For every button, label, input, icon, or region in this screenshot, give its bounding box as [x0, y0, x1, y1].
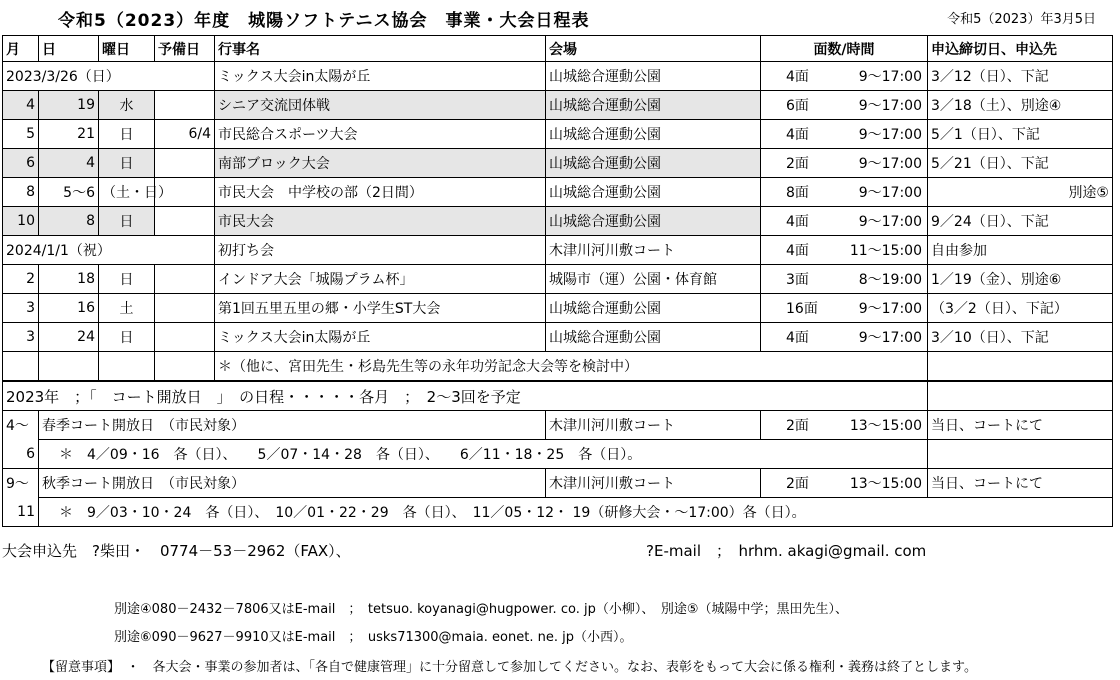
- row-venue: 山城総合運動公園: [546, 323, 761, 352]
- spring-month: 4～: [3, 411, 39, 440]
- table-row: [3, 178, 1113, 207]
- row-deadline: （3／2（日）、下記）: [928, 294, 1113, 323]
- row-deadline: 9／24（日）、下記: [928, 207, 1113, 236]
- spring-detail: ＊ 4／09・16 各（日）、 5／07・14・28 各（日）、 6／11・18・25 各（日）。: [39, 440, 928, 469]
- row-deadline: 自由参加: [928, 236, 1113, 265]
- row-courts: 6面: [786, 98, 809, 114]
- row-venue: 山城総合運動公園: [546, 178, 761, 207]
- row-courts-time: [761, 207, 928, 236]
- apply-email: ?E-mail ； hrhm. akagi@gmail. com: [646, 542, 927, 560]
- other-note-row: [3, 352, 1113, 382]
- row-deadline: 別途⑤: [928, 178, 1113, 207]
- row-time: 9～17:00: [858, 127, 922, 143]
- spring-courts-time: [761, 411, 928, 440]
- row-event: 南部ブロック大会: [215, 149, 546, 178]
- row-venue: 山城総合運動公園: [546, 207, 761, 236]
- row-spare: [155, 323, 215, 352]
- row-time: 9～17:00: [858, 214, 922, 230]
- row-date: 2024/1/1（祝）: [3, 236, 215, 265]
- row-venue: 山城総合運動公園: [546, 149, 761, 178]
- row-deadline: 5／1（日）、下記: [928, 120, 1113, 149]
- row-courts-time: [761, 294, 928, 323]
- spring-deadline: 当日、コートにて: [928, 411, 1113, 440]
- row-time: 9～17:00: [858, 301, 922, 317]
- apply-info: [2, 540, 927, 561]
- table-row: [3, 323, 1113, 352]
- row-event: 第1回五里五里の郷・小学生ST大会: [215, 294, 546, 323]
- row-courts: 2面: [786, 156, 809, 172]
- row-courts-time: [761, 178, 928, 207]
- row-event: 初打ち会: [215, 236, 546, 265]
- table-row: [3, 207, 1113, 236]
- row-deadline: 3／12（日）、下記: [928, 62, 1113, 91]
- table-row: [3, 62, 1113, 91]
- header-deadline: 申込締切日、申込先: [928, 36, 1113, 62]
- header-day: 日: [39, 36, 99, 62]
- autumn-detail: ＊ 9／03・10・24 各（日）、 10／01・22・29 各（日）、 11／05・12・ 19（研修大会・～17:00）各（日）。: [39, 498, 1113, 527]
- note-4-5: 別途④080－2432－7806又はE-mail ； tetsuo. koyanagi@hugpower. co. jp（小柳）、 別途⑤（城陽中学；黒田先生）、: [114, 602, 848, 617]
- row-deadline: 1／19（金）、別途⑥: [928, 265, 1113, 294]
- row-day: 4: [39, 149, 99, 178]
- table-row: [3, 149, 1113, 178]
- row-event: インドア大会「城陽プラム杯」: [215, 265, 546, 294]
- row-deadline: 5／21（日）、下記: [928, 149, 1113, 178]
- row-dow: 土: [99, 294, 155, 323]
- page-title: 令和5（2023）年度 城陽ソフトテニス協会 事業・大会日程表: [58, 11, 590, 31]
- row-dow: 日: [99, 265, 155, 294]
- row-event: ミックス大会in太陽が丘: [215, 323, 546, 352]
- row-day: 16: [39, 294, 99, 323]
- row-venue: 城陽市（運）公園・体育館: [546, 265, 761, 294]
- caution-note: 【留意事項】 ・ 各大会・事業の参加者は、「各自で健康管理」に十分留意して参加してください。なお、表彰をもって大会に係る権利・義務は終了とします。: [42, 660, 977, 675]
- row-month: 4: [3, 91, 39, 120]
- autumn-courts: 2面: [786, 476, 809, 492]
- row-dow: 水: [99, 91, 155, 120]
- table-row: [3, 294, 1113, 323]
- row-event: 市民総合スポーツ大会: [215, 120, 546, 149]
- row-venue: 山城総合運動公園: [546, 91, 761, 120]
- table-header: [3, 36, 1113, 62]
- row-courts: 4面: [786, 243, 809, 259]
- autumn-time: 13～15:00: [849, 476, 922, 492]
- row-dow: 日: [99, 323, 155, 352]
- row-day: 8: [39, 207, 99, 236]
- row-courts: 4面: [786, 330, 809, 346]
- spring-detail-row: [3, 440, 1113, 469]
- spring-time: 13～15:00: [849, 418, 922, 434]
- table-row: [3, 91, 1113, 120]
- row-event: 市民大会 中学校の部（2日間）: [215, 178, 546, 207]
- header-spare: 予備日: [155, 36, 215, 62]
- autumn-detail-month: 11: [3, 498, 39, 527]
- court-open-heading: 2023年 ；「 コート開放日 」 の日程・・・・・各月 ； 2～3回を予定: [3, 381, 761, 411]
- note-6: 別途⑥090－9627－9910又はE-mail ； usks71300@maia. eonet. ne. jp（小西）。: [114, 630, 633, 645]
- row-courts-time: [761, 236, 928, 265]
- spring-label: 春季コート開放日 （市民対象）: [39, 411, 546, 440]
- table-row: [3, 265, 1113, 294]
- autumn-month: 9～: [3, 469, 39, 498]
- row-courts: 4面: [786, 214, 809, 230]
- row-time: 9～17:00: [858, 185, 922, 201]
- table-row: [3, 236, 1113, 265]
- row-event: シニア交流団体戦: [215, 91, 546, 120]
- spring-venue: 木津川河川敷コート: [546, 411, 761, 440]
- issue-date: 令和5（2023）年3月5日: [947, 12, 1096, 27]
- row-courts-time: [761, 91, 928, 120]
- row-month: 3: [3, 323, 39, 352]
- row-month: 8: [3, 178, 39, 207]
- row-time: 9～17:00: [858, 156, 922, 172]
- row-month: 2: [3, 265, 39, 294]
- row-dow: 日: [99, 207, 155, 236]
- header-venue: 会場: [546, 36, 761, 62]
- court-open-heading-row: [3, 381, 1113, 411]
- row-spare: [155, 207, 215, 236]
- row-spare: 6/4: [155, 120, 215, 149]
- row-dow: （土・日）: [99, 178, 155, 207]
- header-event: 行事名: [215, 36, 546, 62]
- spring-courts: 2面: [786, 418, 809, 434]
- row-courts: 4面: [786, 127, 809, 143]
- row-day: 21: [39, 120, 99, 149]
- header-dow: 曜日: [99, 36, 155, 62]
- row-dow: 日: [99, 120, 155, 149]
- row-courts: 3面: [786, 272, 809, 288]
- row-spare: [155, 91, 215, 120]
- row-time: 9～17:00: [858, 330, 922, 346]
- row-event: ミックス大会in太陽が丘: [215, 62, 546, 91]
- row-courts: 8面: [786, 185, 809, 201]
- row-courts-time: [761, 323, 928, 352]
- row-time: 9～17:00: [858, 69, 922, 85]
- row-venue: 山城総合運動公園: [546, 120, 761, 149]
- row-venue: 山城総合運動公園: [546, 294, 761, 323]
- row-venue: 山城総合運動公園: [546, 62, 761, 91]
- row-courts-time: [761, 265, 928, 294]
- row-event: 市民大会: [215, 207, 546, 236]
- row-month: 6: [3, 149, 39, 178]
- row-deadline: 3／10（日）、下記: [928, 323, 1113, 352]
- row-spare: [155, 294, 215, 323]
- apply-contact: 大会申込先 ?柴田・ 0774－53－2962（FAX）、: [2, 542, 351, 560]
- row-spare: [155, 149, 215, 178]
- spring-detail-month: 6: [3, 440, 39, 469]
- row-date: 2023/3/26（日）: [3, 62, 215, 91]
- row-deadline: 3／18（土）、別途④: [928, 91, 1113, 120]
- row-time: 11～15:00: [849, 243, 922, 259]
- schedule-table: [2, 35, 1113, 527]
- autumn-label: 秋季コート開放日 （市民対象）: [39, 469, 546, 498]
- row-day: 5～6: [39, 178, 99, 207]
- row-venue: 木津川河川敷コート: [546, 236, 761, 265]
- row-day: 24: [39, 323, 99, 352]
- table-row: [3, 120, 1113, 149]
- row-day: 18: [39, 265, 99, 294]
- header-month: 月: [3, 36, 39, 62]
- autumn-detail-row: [3, 498, 1113, 527]
- autumn-row: [3, 469, 1113, 498]
- row-day: 19: [39, 91, 99, 120]
- row-month: 3: [3, 294, 39, 323]
- row-courts-time: [761, 62, 928, 91]
- row-courts: 4面: [786, 69, 809, 85]
- other-note: ＊（他に、宮田先生・杉島先生等の永年功労記念大会等を検討中）: [215, 352, 928, 382]
- row-dow: 日: [99, 149, 155, 178]
- autumn-courts-time: [761, 469, 928, 498]
- autumn-venue: 木津川河川敷コート: [546, 469, 761, 498]
- autumn-deadline: 当日、コートにて: [928, 469, 1113, 498]
- row-courts: 16面: [786, 301, 818, 317]
- row-month: 10: [3, 207, 39, 236]
- row-courts-time: [761, 149, 928, 178]
- row-courts-time: [761, 120, 928, 149]
- row-time: 9～17:00: [858, 98, 922, 114]
- row-time: 8～19:00: [858, 272, 922, 288]
- row-spare: [155, 265, 215, 294]
- header-courts-time: 面数/時間: [761, 36, 928, 62]
- spring-row: [3, 411, 1113, 440]
- row-month: 5: [3, 120, 39, 149]
